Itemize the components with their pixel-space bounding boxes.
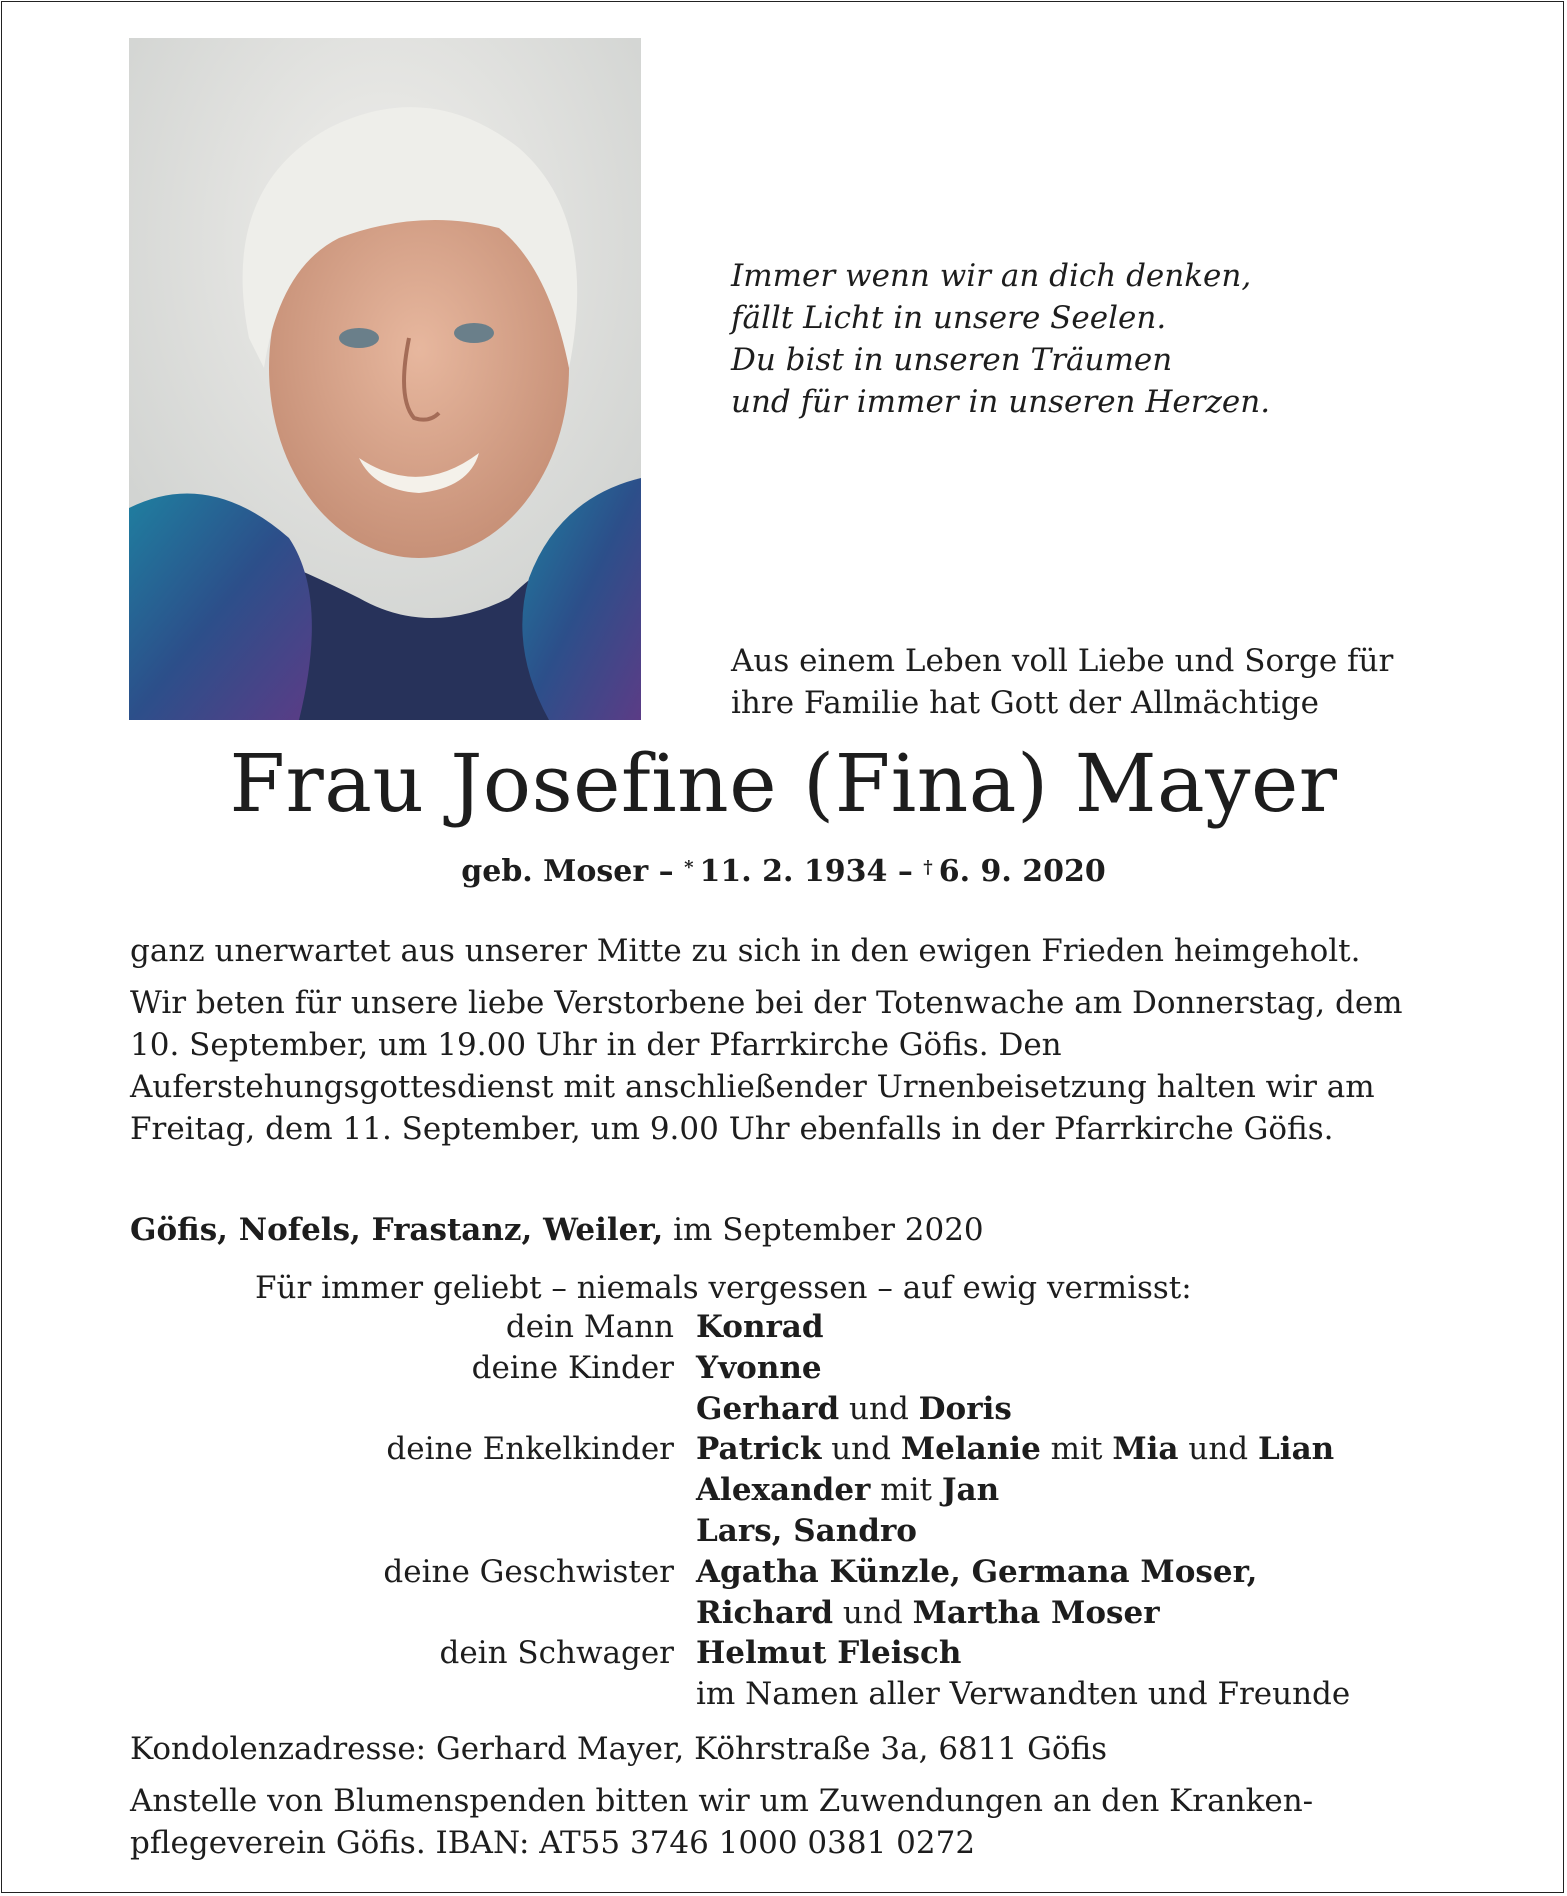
conjunction: und <box>849 1390 909 1427</box>
notice-body <box>130 930 1450 1150</box>
conjunction: mit <box>880 1472 933 1509</box>
relative-name: Lian <box>1258 1431 1335 1468</box>
relative-name: Doris <box>918 1390 1012 1427</box>
relative-row <box>300 1674 1500 1715</box>
relative-row <box>300 1511 1500 1552</box>
relative-row <box>300 1552 1500 1593</box>
deceased-name: Frau Josefine (Fina) Mayer <box>229 737 1338 830</box>
place-line <box>130 1209 984 1251</box>
intro-line: Aus einem Leben voll Liebe und Sorge für <box>731 643 1394 679</box>
relative-name: Gerhard <box>696 1390 840 1427</box>
relative-name: Mia <box>1112 1431 1179 1468</box>
intro-line: ihre Familie hat Gott der Allmächtige <box>731 685 1319 721</box>
relation-label: deine Kinder <box>471 1349 674 1386</box>
relative-row <box>300 1389 1500 1430</box>
intro-text <box>731 640 1393 724</box>
grief-heading: Für immer geliebt – niemals vergessen – auf ewig vermisst: <box>255 1270 1192 1306</box>
poem-line: Immer wenn wir an dich denken, <box>731 258 1252 294</box>
poem-line: Du bist in unseren Träumen <box>731 342 1173 378</box>
relative-name: Richard <box>696 1594 834 1631</box>
conjunction: und <box>842 1594 903 1631</box>
relative-row <box>300 1348 1500 1389</box>
conjunction: mit <box>1050 1431 1103 1468</box>
birth-date: 11. 2. 1934 <box>699 854 888 889</box>
death-cross-icon: † <box>923 857 933 878</box>
relative-row <box>300 1633 1500 1674</box>
place-date: im September 2020 <box>673 1212 984 1248</box>
poem <box>731 255 1270 423</box>
relation-label: deine Enkelkinder <box>386 1431 674 1468</box>
conjunction: und <box>1188 1431 1249 1468</box>
relative-row <box>300 1307 1500 1348</box>
relation-label: deine Geschwister <box>383 1553 674 1590</box>
relative-name: Lars, Sandro <box>696 1512 917 1549</box>
body-paragraph: ganz unerwartet aus unserer Mitte zu sich in den ewigen Frieden heimgeholt. <box>130 933 1361 969</box>
conjunction: und <box>831 1431 891 1468</box>
relative-name: Melanie <box>900 1431 1041 1468</box>
relative-name: Yvonne <box>696 1349 822 1386</box>
relative-name: Alexander <box>696 1472 871 1509</box>
death-date: 6. 9. 2020 <box>938 854 1106 889</box>
relative-name: Agatha Künzle, Germana Moser, <box>696 1553 1258 1590</box>
relation-label: dein Schwager <box>439 1635 674 1672</box>
relative-row <box>300 1429 1500 1470</box>
donation-note: Anstelle von Blumenspenden bitten wir um Zuwendungen an den Kranken-pflegeverein Göfis. IBAN: AT55 3746 1000 0381 0272 <box>130 1783 1314 1861</box>
relatives-list <box>300 1307 1500 1715</box>
relative-name: Konrad <box>696 1309 824 1345</box>
poem-line: und für immer in unseren Herzen. <box>731 384 1271 420</box>
relative-row <box>300 1470 1500 1511</box>
relative-name: Helmut Fleisch <box>696 1635 962 1672</box>
poem-line: fällt Licht in unsere Seelen. <box>731 300 1167 336</box>
body-paragraph: Wir beten für unsere liebe Verstorbene bei der Totenwache am Donnerstag, dem 10. September, um 19.00 Uhr in der Pfarrkirche Göfis. Den Auferstehungsgottesdienst mit anschließender Urnenbeisetzung halten wir am Freitag, dem 11. September, um 9.00 Uhr ebenfalls in der Pfarrkirche Göfis. <box>130 985 1403 1147</box>
portrait-photo <box>129 38 641 720</box>
relative-name: Jan <box>941 1472 1000 1509</box>
closing-line: im Namen aller Verwandten und Freunde <box>696 1676 1351 1713</box>
birth-name: geb. Moser <box>461 854 649 889</box>
relation-label: dein Mann <box>505 1309 674 1345</box>
born-symbol: * <box>684 857 694 878</box>
places: Göfis, Nofels, Frastanz, Weiler, <box>130 1212 664 1248</box>
relative-row <box>300 1593 1500 1634</box>
condolence-address: Kondolenzadresse: Gerhard Mayer, Köhrstraße 3a, 6811 Göfis <box>130 1731 1108 1767</box>
life-dates: geb. Moser – * 11. 2. 1934 – † 6. 9. 2020 <box>461 854 1106 889</box>
relative-name: Martha Moser <box>912 1594 1160 1631</box>
relative-name: Patrick <box>696 1431 822 1468</box>
